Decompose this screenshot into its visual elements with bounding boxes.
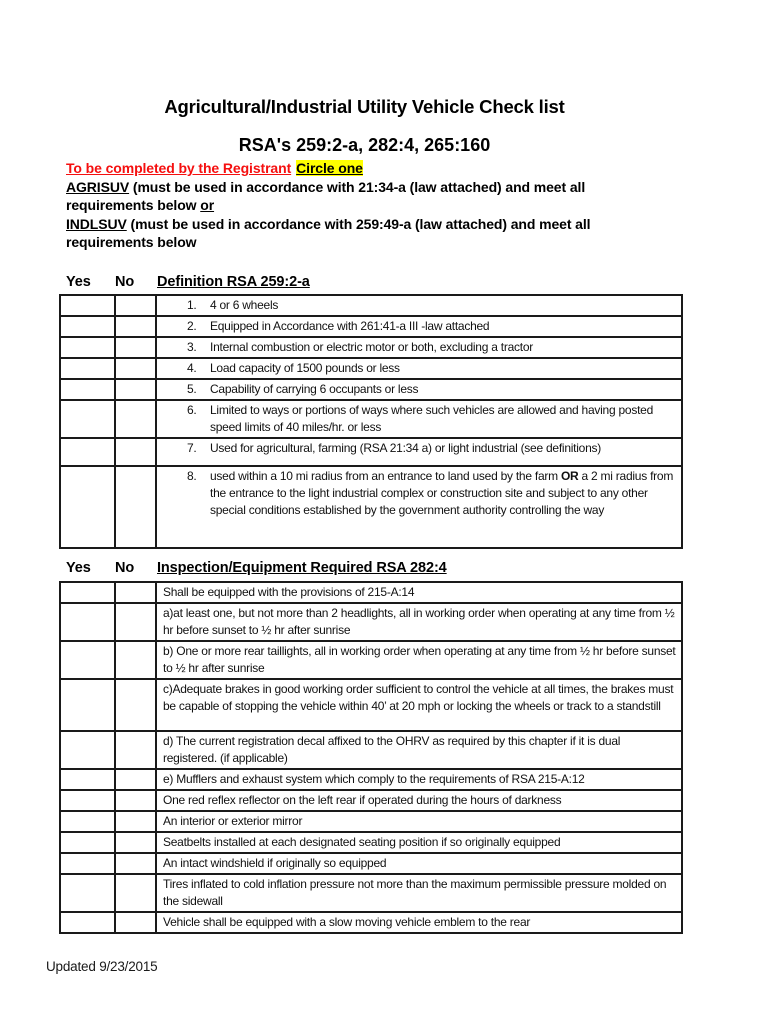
no-cell[interactable] xyxy=(115,811,156,832)
row-text: Equipped in Accordance with 261:41-a III -law attached xyxy=(210,319,490,333)
yes-cell[interactable] xyxy=(60,641,115,679)
definition-section-header xyxy=(59,274,310,290)
page-subtitle: RSA's 259:2-a, 282:4, 265:160 xyxy=(238,135,491,155)
agrisuv-option-line2: requirements below or xyxy=(66,197,215,214)
row-text: Capability of carrying 6 occupants or less xyxy=(210,382,419,396)
or-connector: or xyxy=(200,197,215,214)
row-text: One red reflex reflector on the left rear if operated during the hours of darkness xyxy=(156,790,682,811)
no-cell[interactable] xyxy=(115,832,156,853)
yes-cell[interactable] xyxy=(60,853,115,874)
instruction-line xyxy=(66,159,678,178)
table-row xyxy=(60,582,682,603)
no-cell[interactable] xyxy=(115,769,156,790)
table-row xyxy=(60,811,682,832)
yes-cell[interactable] xyxy=(60,679,115,731)
inspection-section-header xyxy=(59,560,447,576)
yes-column-label: Yes xyxy=(66,274,91,290)
yes-cell[interactable] xyxy=(60,466,115,548)
definition-table xyxy=(59,294,683,549)
indlsuv-term: INDLSUV xyxy=(66,215,127,232)
page-title: Agricultural/Industrial Utility Vehicle Check list xyxy=(164,96,565,117)
no-cell[interactable] xyxy=(115,466,156,548)
yes-cell[interactable] xyxy=(60,731,115,769)
yes-cell[interactable] xyxy=(60,379,115,400)
yes-cell[interactable] xyxy=(60,438,115,466)
yes-cell[interactable] xyxy=(60,874,115,912)
table-row xyxy=(60,438,682,466)
table-row xyxy=(60,790,682,811)
row-text: a)at least one, but not more than 2 headlights, all in working order when operating at any time from ½ hr before sunset to ½ hr after sunrise xyxy=(156,603,682,641)
table-row xyxy=(60,679,682,731)
yes-cell[interactable] xyxy=(60,912,115,933)
table-row xyxy=(60,769,682,790)
table-row xyxy=(60,731,682,769)
row-number: 6. xyxy=(187,403,197,417)
agrisuv-term: AGRISUV xyxy=(66,178,130,195)
yes-cell[interactable] xyxy=(60,400,115,438)
or-emphasis: OR xyxy=(560,469,579,483)
row-number: 7. xyxy=(187,441,197,455)
yes-cell[interactable] xyxy=(60,337,115,358)
table-row xyxy=(60,358,682,379)
row-text: Load capacity of 1500 pounds or less xyxy=(210,361,400,375)
row-text: Used for agricultural, farming (RSA 21:34 a) or light industrial (see definitions) xyxy=(210,441,602,455)
table-row xyxy=(60,603,682,641)
no-column-label: No xyxy=(115,274,135,290)
row-text: 4 or 6 wheels xyxy=(210,298,279,312)
row-number: 2. xyxy=(187,319,197,333)
table-row xyxy=(60,832,682,853)
row-text: used within a 10 mi radius from an entrance to land used by the farm OR a 2 mi radius from the entrance to the light industrial complex or construction site and subject to any other special conditions established by the government authority controlling the way xyxy=(210,469,674,517)
yes-cell[interactable] xyxy=(60,582,115,603)
row-text: An interior or exterior mirror xyxy=(156,811,682,832)
no-cell[interactable] xyxy=(115,358,156,379)
no-cell[interactable] xyxy=(115,790,156,811)
table-row xyxy=(60,316,682,337)
table-row xyxy=(60,466,682,548)
table-row xyxy=(60,400,682,438)
no-cell[interactable] xyxy=(115,874,156,912)
row-text: c)Adequate brakes in good working order sufficient to control the vehicle at all times, the brakes must be capable of stopping the vehicle within 40’ at 20 mph or locking the wheels or track to a standstill xyxy=(156,679,682,731)
no-cell[interactable] xyxy=(115,400,156,438)
updated-date: Updated 9/23/2015 xyxy=(46,959,158,974)
yes-cell[interactable] xyxy=(60,811,115,832)
row-text: e) Mufflers and exhaust system which comply to the requirements of RSA 215-A:12 xyxy=(156,769,682,790)
no-cell[interactable] xyxy=(115,337,156,358)
no-cell[interactable] xyxy=(115,603,156,641)
no-cell[interactable] xyxy=(115,679,156,731)
no-column-label: No xyxy=(115,560,135,576)
yes-cell[interactable] xyxy=(60,316,115,337)
row-text: Internal combustion or electric motor or both, excluding a tractor xyxy=(210,340,533,354)
definition-section-heading: Definition RSA 259:2-a xyxy=(157,274,310,290)
table-row xyxy=(60,912,682,933)
no-cell[interactable] xyxy=(115,295,156,316)
row-number: 8. xyxy=(187,469,197,483)
inspection-section-heading: Inspection/Equipment Required RSA 282:4 xyxy=(157,560,447,576)
row-text: Seatbelts installed at each designated seating position if so originally equipped xyxy=(156,832,682,853)
no-cell[interactable] xyxy=(115,853,156,874)
inspection-table xyxy=(59,581,683,934)
yes-column-label: Yes xyxy=(66,560,91,576)
row-number: 3. xyxy=(187,340,197,354)
yes-cell[interactable] xyxy=(60,295,115,316)
no-cell[interactable] xyxy=(115,582,156,603)
table-row xyxy=(60,337,682,358)
yes-cell[interactable] xyxy=(60,358,115,379)
row-number: 4. xyxy=(187,361,197,375)
row-text: b) One or more rear taillights, all in working order when operating at any time from ½ hr before sunset to ½ hr after sunrise xyxy=(156,641,682,679)
agrisuv-option: AGRISUV (must be used in accordance with 21:34-a (law attached) and meet all xyxy=(66,178,586,195)
row-text: d) The current registration decal affixed to the OHRV as required by this chapter if it is dual registered. (if applicable) xyxy=(156,731,682,769)
registrant-note: To be completed by the Registrant xyxy=(66,160,292,176)
circle-one-highlight: Circle one xyxy=(296,160,363,176)
no-cell[interactable] xyxy=(115,912,156,933)
no-cell[interactable] xyxy=(115,731,156,769)
yes-cell[interactable] xyxy=(60,790,115,811)
table-row xyxy=(60,853,682,874)
table-row xyxy=(60,295,682,316)
no-cell[interactable] xyxy=(115,316,156,337)
row-text: Shall be equipped with the provisions of 215-A:14 xyxy=(156,582,682,603)
registrant-instructions xyxy=(66,159,678,252)
row-text: Tires inflated to cold inflation pressure not more than the maximum permissible pressure molded on the sidewall xyxy=(156,874,682,912)
table-row xyxy=(60,379,682,400)
indlsuv-option: INDLSUV (must be used in accordance with 259:49-a (law attached) and meet all xyxy=(66,215,591,232)
no-cell[interactable] xyxy=(115,641,156,679)
no-cell[interactable] xyxy=(115,379,156,400)
table-row xyxy=(60,641,682,679)
indlsuv-option-line2: requirements below xyxy=(66,234,197,251)
yes-cell[interactable] xyxy=(60,832,115,853)
row-text: Vehicle shall be equipped with a slow moving vehicle emblem to the rear xyxy=(156,912,682,933)
yes-cell[interactable] xyxy=(60,769,115,790)
row-text: An intact windshield if originally so equipped xyxy=(156,853,682,874)
row-text: Limited to ways or portions of ways where such vehicles are allowed and having posted speed limits of 40 miles/hr. or less xyxy=(210,403,653,434)
no-cell[interactable] xyxy=(115,438,156,466)
row-number: 1. xyxy=(187,298,197,312)
yes-cell[interactable] xyxy=(60,603,115,641)
table-row xyxy=(60,874,682,912)
row-number: 5. xyxy=(187,382,197,396)
